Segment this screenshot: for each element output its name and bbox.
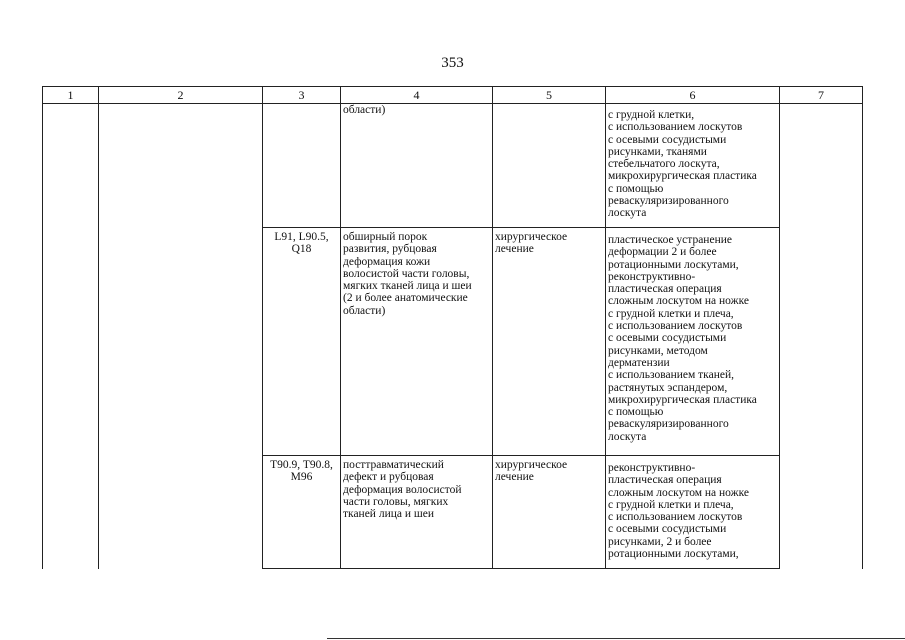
group-number-cell: [43, 104, 99, 569]
model-description-cell: посттравматический дефект и рубцовая деформация волосистой части головы, мягких тканей лица и шеи: [341, 456, 493, 569]
treatment-method-cell: с грудной клетки, с использованием лоскутов с осевыми сосудистыми рисунками, тканями стебельчатого лоскута, микрохирургическая пластика с помощью реваскуляризированного лоскута: [606, 104, 780, 228]
header-cell-7: 7: [780, 87, 863, 104]
treatment-type-cell: [493, 104, 606, 228]
header-cell-5: 5: [493, 87, 606, 104]
header-cell-2: 2: [99, 87, 263, 104]
header-cell-4: 4: [341, 87, 493, 104]
cost-cell: [780, 104, 863, 569]
header-row: [43, 87, 863, 104]
footer-rule: [327, 638, 905, 639]
group-name-cell: [99, 104, 263, 569]
treatment-method-cell: реконструктивно- пластическая операция сложным лоскутом на ножке с грудной клетки и плеча, с использованием лоскутов с осевыми сосудистыми рисунками, 2 и более ротационными лоскутами,: [606, 456, 780, 569]
table-row: [43, 104, 863, 228]
treatment-method-cell: пластическое устранение деформации 2 и более ротационными лоскутами, реконструктивно- пластическая операция сложным лоскутом на ножке с грудной клетки и плеча, с использованием лоскутов с осевыми сосудистыми рисунками, методом дерматензии с использованием тканей, растянутых эспандером, микрохирургическая пластика с помощью реваскуляризированного лоскута: [606, 228, 780, 456]
header-cell-6: 6: [606, 87, 780, 104]
header-cell-1: 1: [43, 87, 99, 104]
treatment-type-cell: хирургическое лечение: [493, 228, 606, 456]
model-description-cell: обширный порок развития, рубцовая деформация кожи волосистой части головы, мягких тканей лица и шеи (2 и более анатомические области): [341, 228, 493, 456]
page-number: 353: [441, 55, 464, 71]
diagnosis-codes-cell: T90.9, T90.8, M96: [263, 456, 341, 569]
model-description-cell: области): [341, 104, 493, 228]
procedures-table: [42, 86, 863, 569]
header-cell-3: 3: [263, 87, 341, 104]
treatment-type-cell: хирургическое лечение: [493, 456, 606, 569]
diagnosis-codes-cell: L91, L90.5, Q18: [263, 228, 341, 456]
diagnosis-codes-cell: [263, 104, 341, 228]
